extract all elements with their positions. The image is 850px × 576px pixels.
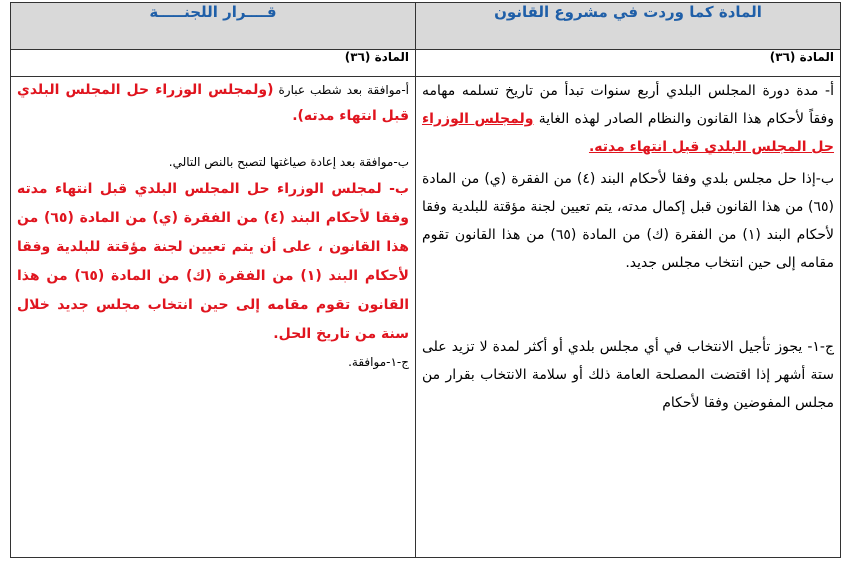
decision-clause-b: ب-موافقة بعد إعادة صياغتها لتصبح بالنص التالي. bbox=[168, 155, 409, 169]
decision-column-header: قــــرار اللجنـــــة bbox=[11, 3, 416, 50]
decision-clause-b-new-text: ب- لمجلس الوزراء حل المجلس البلدي قبل انتهاء مدته وفقا لأحكام البند (٤) من الفقرة (ي) من المادة (٦٥) من هذا القانون ، على أن يتم تعيين لجنة مؤقتة للبلدية وفقا لأحكام البند (١) من الفقرة (ك) من المادة (٦٥) من هذا القانون تقوم مقامه إلى حين انتخاب مجلس جديد خلال سنة من تاريخ الحل. bbox=[17, 181, 410, 342]
table-header-row bbox=[11, 3, 841, 50]
decision-clause-a: أ-موافقة بعد شطب عبارة (ولمجلس الوزراء حل المجلس البلدي قبل انتهاء مدته). bbox=[17, 82, 409, 124]
law-article-number: المادة (٣٦) bbox=[416, 50, 841, 77]
law-clause-a-highlight: ولمجلس الوزراء حل المجلس البلدي قبل انتهاء مدته. bbox=[422, 111, 834, 155]
article-body-row bbox=[11, 77, 841, 558]
decision-clause-c: ج-١-موافقة. bbox=[348, 355, 409, 369]
decision-article-number: المادة (٣٦) bbox=[11, 50, 416, 77]
law-clause-b: ب-إذا حل مجلس بلدي وفقا لأحكام البند (٤) من الفقرة (ي) من المادة (٦٥) من هذا القانون قبل إكمال مدته، يتم تعيين لجنة مؤقتة للبلدية وفقا لأحكام البند (١) من الفقرة (ك) من المادة (٦٥) من هذا القانون تقوم مقامه إلى حين انتخاب مجلس جديد. bbox=[422, 171, 835, 271]
law-column-header: المادة كما وردت في مشروع القانون bbox=[416, 3, 841, 50]
law-text-cell bbox=[416, 77, 841, 558]
comparison-table bbox=[10, 2, 841, 558]
law-clause-c: ج-١- يجوز تأجيل الانتخاب في أي مجلس بلدي أو أكثر لمدة لا تزيد على ستة أشهر إذا اقتضت المصلحة العامة ذلك أو سلامة الانتخاب بقرار من مجلس المفوضين وفقا لأحكام bbox=[422, 339, 834, 411]
decision-clause-a-highlight: (ولمجلس الوزراء حل المجلس البلدي قبل انتهاء مدته). bbox=[17, 82, 409, 124]
decision-text-cell bbox=[11, 77, 416, 558]
law-clause-a: أ- مدة دورة المجلس البلدي أربع سنوات تبدأ من تاريخ تسلمه مهامه وفقاً لأحكام هذا القانون والنظام الصادر لهذه الغاية ولمجلس الوزراء حل المجلس البلدي قبل انتهاء مدته. bbox=[422, 83, 835, 155]
article-number-row bbox=[11, 50, 841, 77]
